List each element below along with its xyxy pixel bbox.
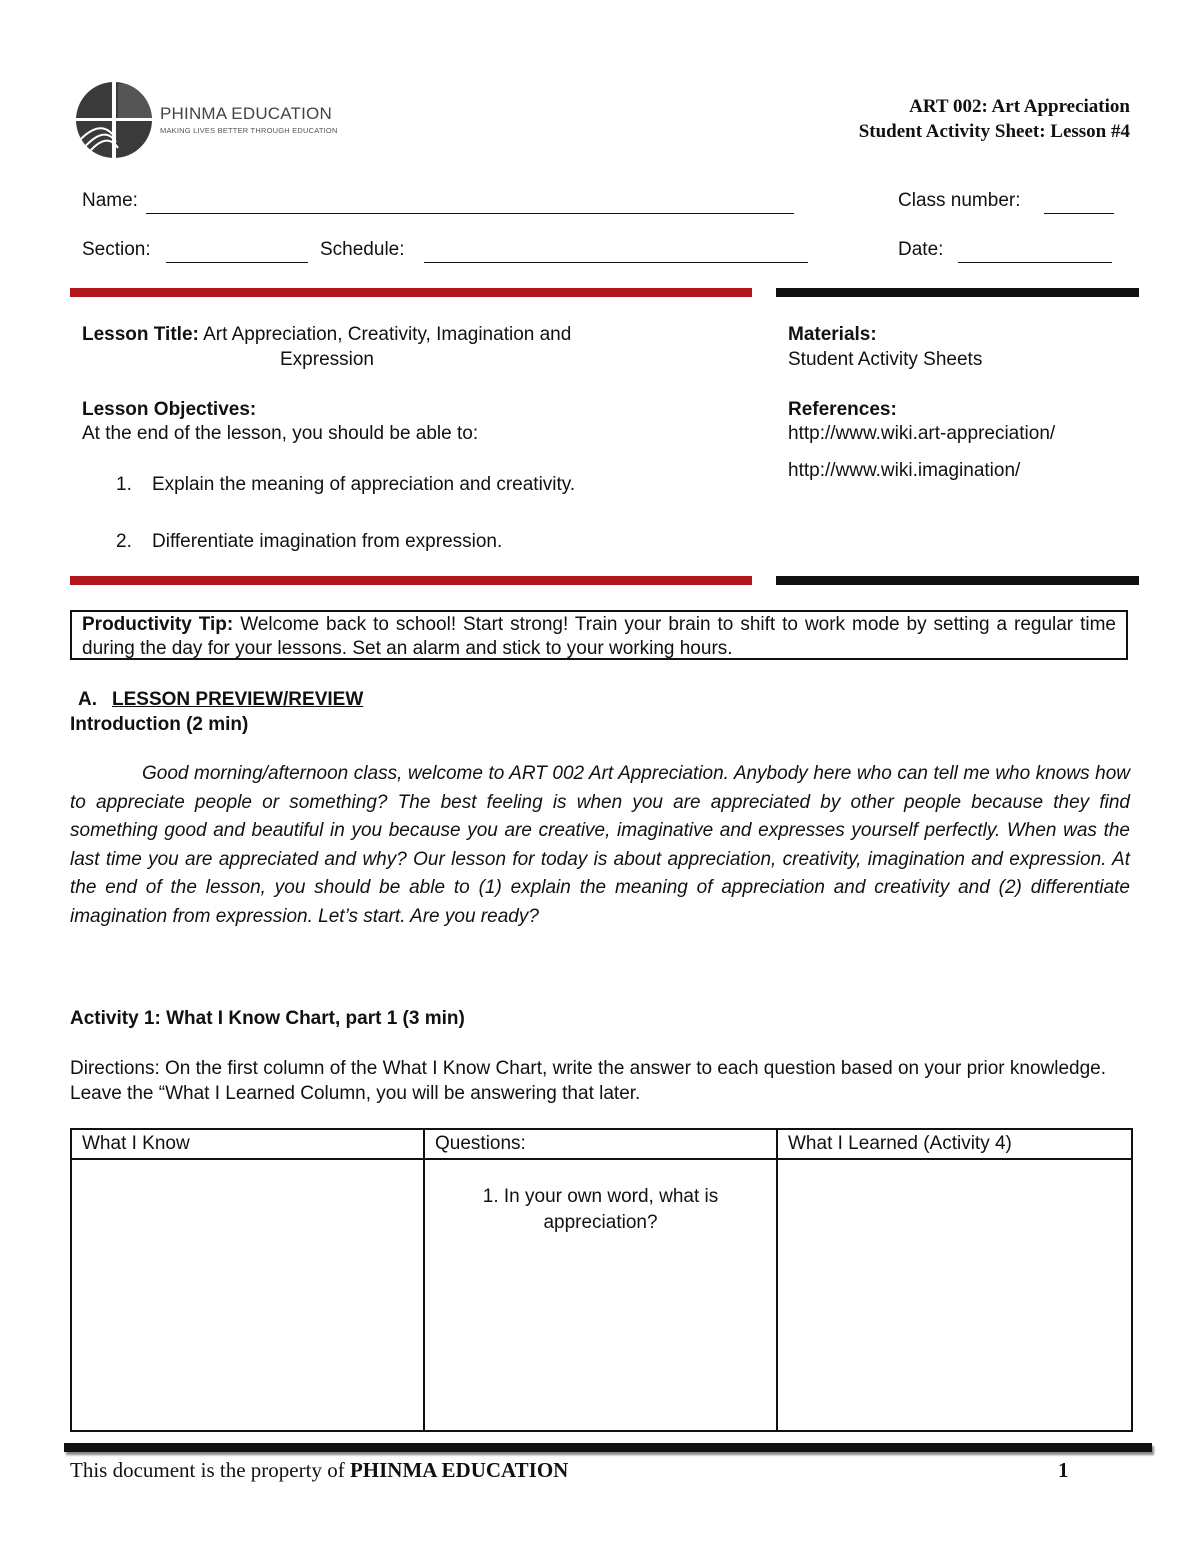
what-i-know-chart	[70, 1128, 1133, 1432]
chart-header-row	[71, 1129, 1132, 1159]
introduction-text: Good morning/afternoon class, welcome to ART 002 Art Appreciation. Anybody here who can tell me who knows how to appreciate people or something? The best feeling is when you are appreciated by other people because they find something good and beautiful in you because you are creative, imaginative and expresses yourself perfectly. When was the last time you are appreciated and why? Our lesson for today is about appreciation, creativity, imagination and expression. At the end of the lesson, you should be able to (1) explain the meaning of appreciation and creativity and (2) differentiate imagination from expression. Let’s start. Are you ready?	[70, 763, 1130, 927]
class-number-label: Class number:	[898, 190, 1021, 211]
what-i-learned-answer-cell[interactable]	[777, 1159, 1132, 1431]
what-i-know-answer-cell[interactable]	[71, 1159, 424, 1431]
name-label: Name:	[82, 190, 138, 211]
footer-prefix: This document is the property of	[70, 1458, 350, 1482]
page-number: 1	[1058, 1458, 1069, 1482]
name-field[interactable]	[146, 213, 794, 214]
section-a-heading: LESSON PREVIEW/REVIEW	[112, 689, 364, 710]
references-label: References:	[788, 399, 897, 420]
logo-tagline: MAKING LIVES BETTER THROUGH EDUCATION	[160, 126, 338, 135]
reference-link-2[interactable]: http://www.wiki.imagination/	[788, 460, 1021, 481]
table-row	[71, 1159, 1132, 1431]
objective-2-text: Differentiate imagination from expression.	[152, 531, 503, 552]
schedule-field[interactable]	[424, 262, 808, 263]
sheet-title: Student Activity Sheet: Lesson #4	[858, 121, 1130, 142]
activity-1-directions: Directions: On the first column of the What I Know Chart, write the answer to each question based on your prior knowledge. Leave the “What I Learned Column, you will be answering that later.	[70, 1058, 1107, 1104]
logo-brand-name: PHINMA EDUCATION	[160, 104, 332, 123]
materials-text: Student Activity Sheets	[788, 349, 983, 370]
top-divider-red	[70, 288, 752, 297]
lesson-title-text: Art Appreciation, Creativity, Imagination and	[203, 324, 572, 345]
productivity-tip-box	[70, 610, 1128, 660]
schedule-label: Schedule:	[320, 239, 405, 260]
reference-link-1[interactable]: http://www.wiki.art-appreciation/	[788, 423, 1056, 444]
phinma-logo	[74, 80, 338, 162]
section-a-letter: A.	[78, 689, 97, 710]
footer-text	[70, 1458, 568, 1483]
introduction-paragraph	[70, 760, 1130, 931]
top-divider-black	[776, 288, 1139, 297]
lesson-title-row	[82, 322, 571, 347]
productivity-tip-body: Welcome back to school! Start strong! Train your brain to shift to work mode by setting a regular time during the day for your lessons. Set an alarm and stick to your working hours.	[82, 614, 1116, 659]
lesson-title-continued: Expression	[280, 349, 374, 370]
objective-2-number: 2.	[116, 531, 132, 552]
objective-1-number: 1.	[116, 474, 132, 495]
section-field[interactable]	[166, 262, 308, 263]
footer-brand: PHINMA EDUCATION	[349, 1458, 569, 1482]
lesson-objectives-intro: At the end of the lesson, you should be able to:	[82, 423, 479, 444]
course-title: ART 002: Art Appreciation	[909, 96, 1130, 117]
class-number-field[interactable]	[1044, 213, 1114, 214]
objective-1-text: Explain the meaning of appreciation and creativity.	[152, 474, 576, 495]
lesson-objectives-label: Lesson Objectives:	[82, 399, 257, 420]
activity-1-heading: Activity 1: What I Know Chart, part 1 (3 min)	[70, 1008, 465, 1029]
section-label: Section:	[82, 239, 151, 260]
introduction-heading: Introduction (2 min)	[70, 714, 249, 735]
materials-label: Materials:	[788, 324, 877, 345]
productivity-tip-text	[82, 613, 1116, 661]
bottom-divider-red	[70, 576, 752, 585]
question-cell: 1. In your own word, what is appreciation?	[424, 1159, 777, 1431]
column-header-questions: Questions:	[424, 1129, 777, 1159]
footer-divider	[64, 1443, 1152, 1452]
lesson-title-label: Lesson Title:	[82, 324, 199, 345]
bottom-divider-black	[776, 576, 1139, 585]
column-header-what-i-learned: What I Learned (Activity 4)	[777, 1129, 1132, 1159]
date-label: Date:	[898, 239, 944, 260]
phinma-emblem-icon	[74, 80, 154, 160]
date-field[interactable]	[958, 262, 1112, 263]
column-header-what-i-know: What I Know	[71, 1129, 424, 1159]
productivity-tip-label: Productivity Tip:	[82, 614, 234, 635]
